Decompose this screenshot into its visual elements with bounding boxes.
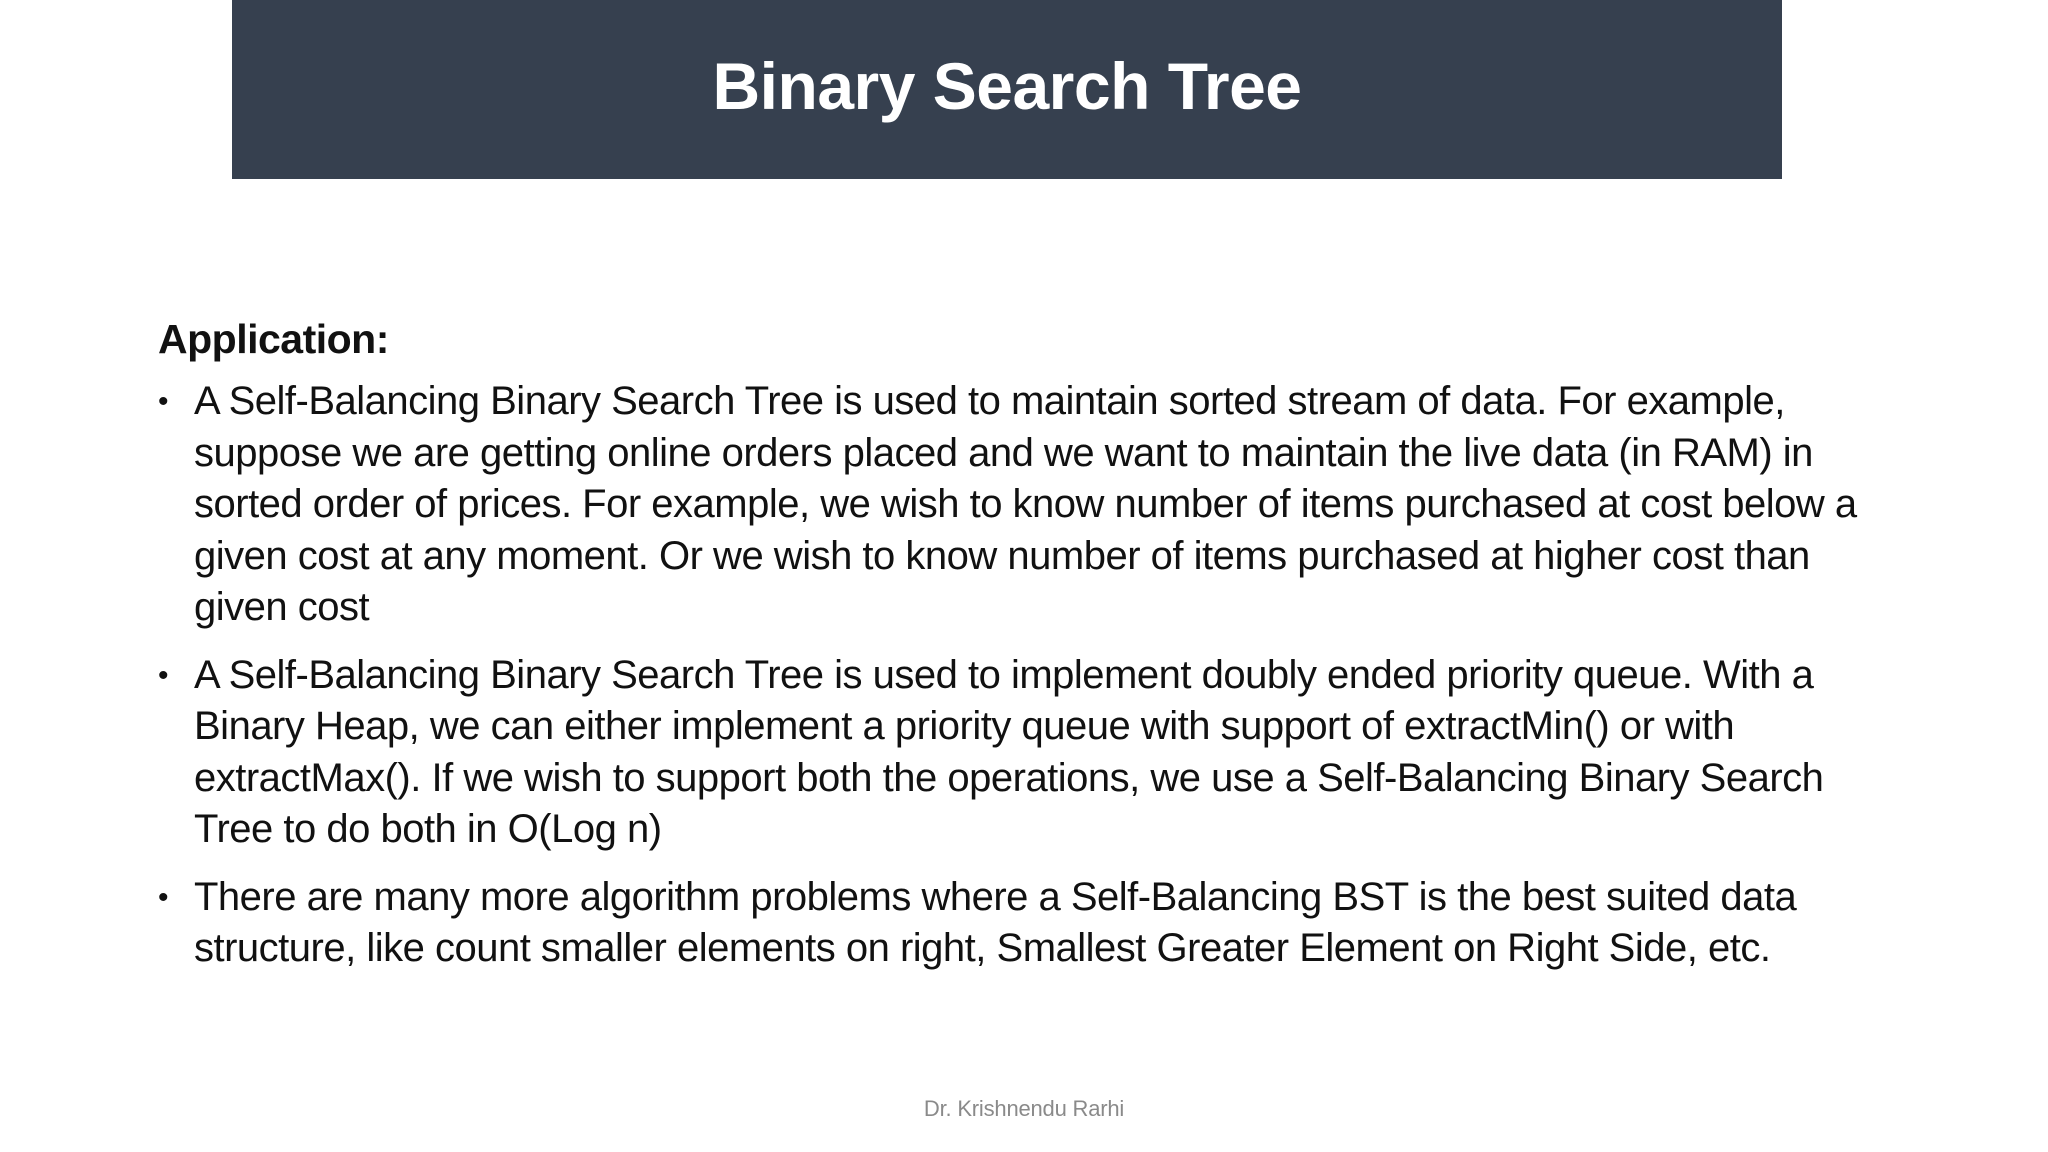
slide-title: Binary Search Tree	[712, 48, 1302, 123]
slide-content	[158, 312, 1898, 991]
bullet-icon: •	[158, 880, 169, 914]
bullet-list	[158, 376, 1898, 975]
bullet-icon: •	[158, 658, 169, 692]
bullet-item	[158, 650, 1898, 856]
title-banner	[232, 0, 1782, 179]
bullet-text: A Self-Balancing Binary Search Tree is used to maintain sorted stream of data. For example, suppose we are getting online orders placed and we want to maintain the live data (in RAM) in sorted order of prices. For example, we wish to know number of items purchased at cost below a given cost at any moment. Or we wish to know number of items purchased at higher cost than given cost	[194, 379, 1857, 629]
bullet-text: There are many more algorithm problems where a Self-Balancing BST is the best suited data structure, like count smaller elements on right, Smallest Greater Element on Right Side, etc.	[194, 874, 1797, 970]
footer-author: Dr. Krishnendu Rarhi	[923, 1096, 1125, 1121]
bullet-text: A Self-Balancing Binary Search Tree is used to implement doubly ended priority queue. With a Binary Heap, we can either implement a priority queue with support of extractMin() or with extractMax(). If we wish to support both the operations, we use a Self-Balancing Binary Search Tree to do both in O(Log n)	[194, 652, 1824, 851]
bullet-item	[158, 872, 1898, 975]
bullet-icon: •	[158, 385, 169, 418]
bullet-item	[158, 376, 1898, 634]
section-heading: Application:	[158, 316, 389, 362]
